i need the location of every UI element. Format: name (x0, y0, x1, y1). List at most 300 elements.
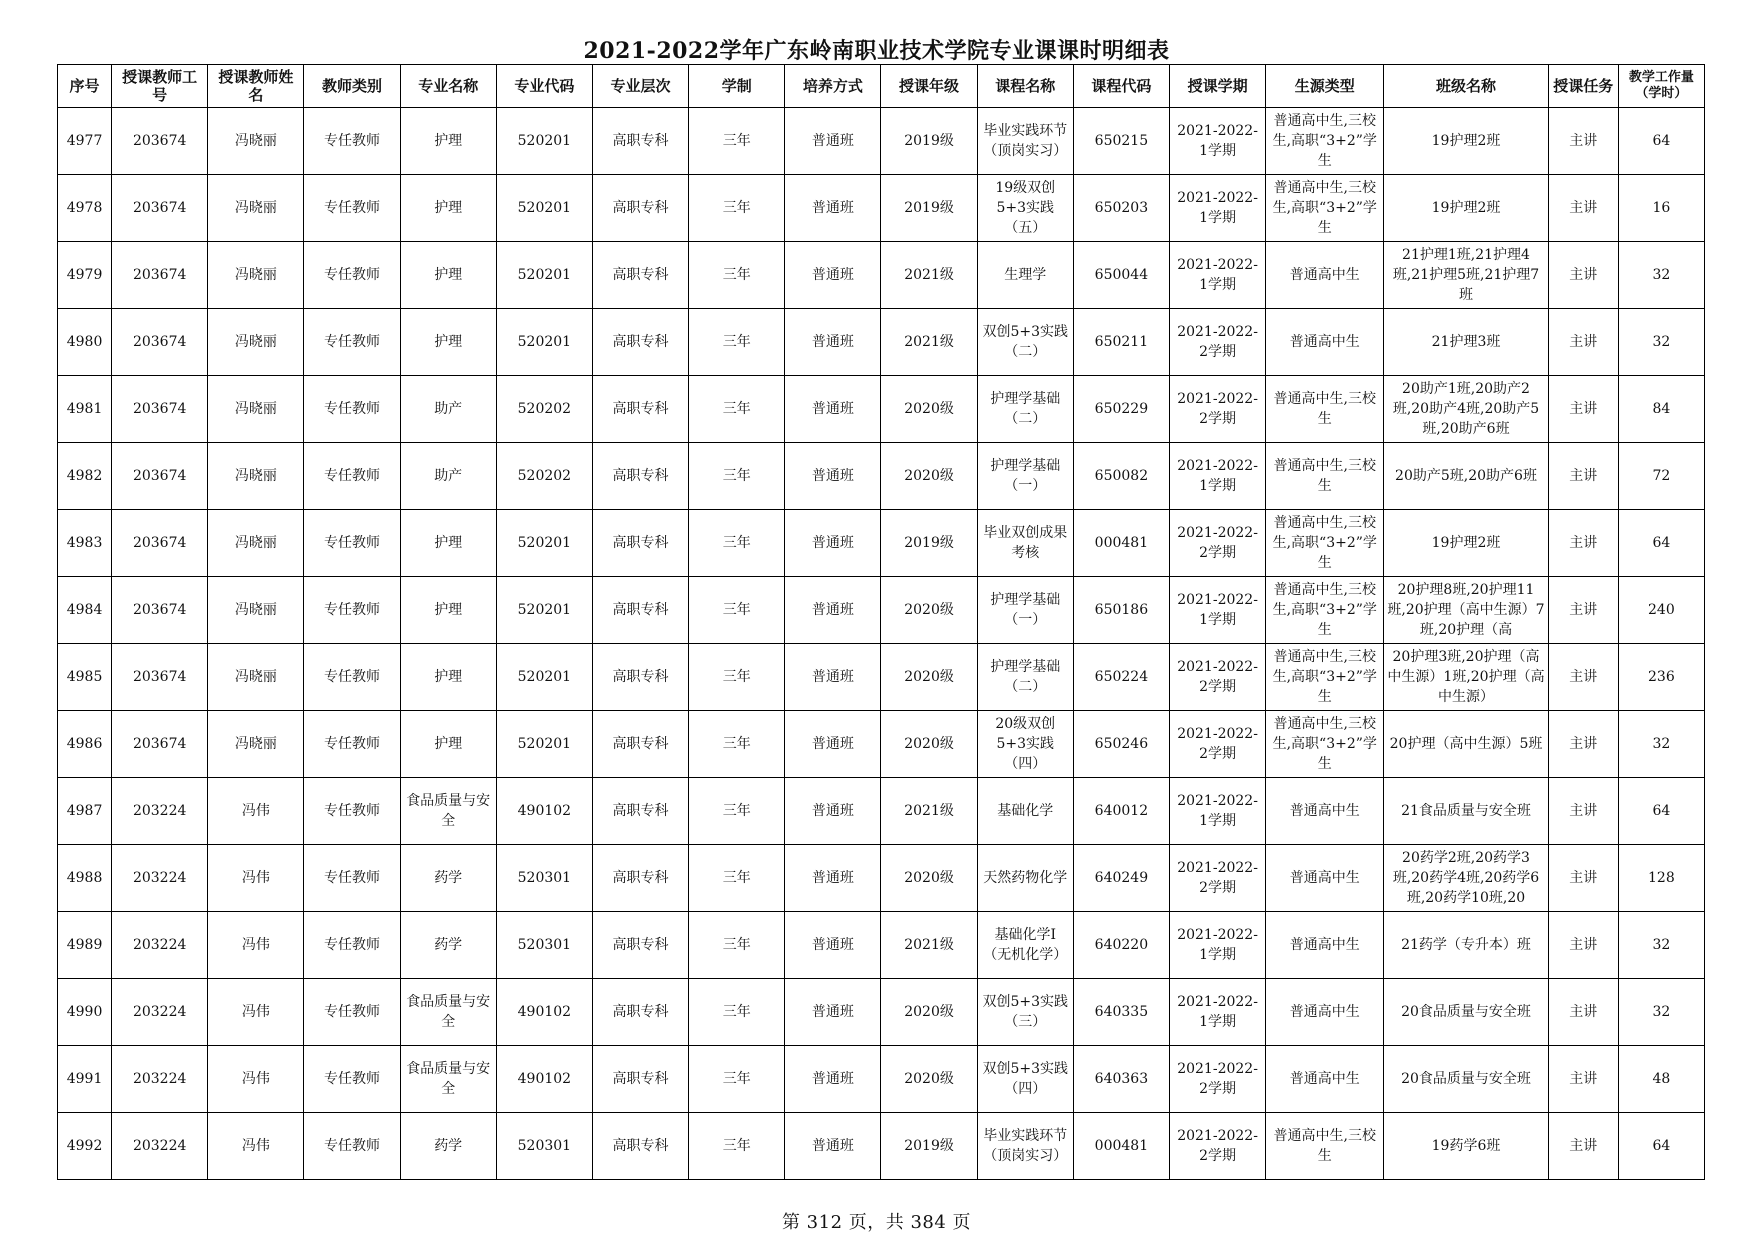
table-cell (1169, 309, 1265, 376)
cell-text: 高职专科 (612, 602, 669, 618)
cell-text: 护理 (434, 334, 463, 350)
table-cell (689, 979, 785, 1046)
table-cell (304, 510, 400, 577)
table-row (58, 1113, 1705, 1180)
table-cell (1169, 979, 1265, 1046)
cell-text: 2021-2022-2学期 (1177, 525, 1258, 561)
table-cell (496, 778, 592, 845)
table-cell (400, 309, 496, 376)
table-cell (592, 912, 688, 979)
table-cell (977, 1046, 1073, 1113)
table-cell (58, 376, 112, 443)
cell-text: 2019级 (904, 133, 954, 149)
table-cell (977, 175, 1073, 242)
table-cell (1548, 309, 1618, 376)
cell-text: 48 (1652, 1071, 1671, 1087)
table-cell (208, 577, 304, 644)
table-cell (1548, 1113, 1618, 1180)
table-cell (58, 912, 112, 979)
cell-text: 000481 (1094, 1138, 1149, 1154)
cell-text: 2021-2022-1学期 (1177, 592, 1258, 628)
table-cell (112, 778, 208, 845)
table-cell (58, 577, 112, 644)
header-cell: 培养方式 (785, 65, 881, 108)
table-cell (1548, 778, 1618, 845)
table-cell (1266, 912, 1384, 979)
cell-text: 主讲 (1569, 535, 1598, 551)
cell-text: 生理学 (1004, 267, 1047, 283)
table-row (58, 912, 1705, 979)
cell-text: 护理 (434, 736, 463, 752)
table-cell (208, 1113, 304, 1180)
cell-text: 2021级 (904, 334, 954, 350)
table-row (58, 979, 1705, 1046)
table-cell (977, 1113, 1073, 1180)
cell-text: 20助产1班,20助产2班,20助产4班,20助产5班,20助产6班 (1392, 381, 1540, 437)
cell-text: 20护理8班,20护理11班,20护理（高中生源）7班,20护理（高 (1387, 582, 1545, 638)
table-cell (400, 577, 496, 644)
table-cell (881, 979, 977, 1046)
cell-text: 2021-2022-1学期 (1177, 994, 1258, 1030)
cell-text: 21食品质量与安全班 (1401, 803, 1531, 819)
cell-text: 650211 (1094, 334, 1149, 350)
table-cell (58, 510, 112, 577)
cell-text: 冯伟 (241, 870, 270, 886)
cell-text: 高职专科 (612, 200, 669, 216)
table-cell (304, 175, 400, 242)
table-cell (112, 912, 208, 979)
cell-text: 2021-2022-1学期 (1177, 793, 1258, 829)
table-cell (689, 1046, 785, 1113)
cell-text: 三年 (722, 334, 751, 350)
cell-text: 203224 (132, 937, 187, 953)
cell-text: 三年 (722, 133, 751, 149)
cell-text: 520201 (517, 133, 572, 149)
table-cell (496, 1046, 592, 1113)
table-cell (496, 1113, 592, 1180)
table-cell (1548, 1046, 1618, 1113)
cell-text: 专任教师 (324, 468, 381, 484)
cell-text: 高职专科 (612, 669, 669, 685)
table-cell (304, 443, 400, 510)
cell-text: 主讲 (1569, 669, 1598, 685)
cell-text: 20护理3班,20护理（高中生源）1班,20护理（高中生源） (1387, 649, 1545, 705)
cell-text: 4987 (66, 803, 103, 819)
cell-text: 520201 (517, 669, 572, 685)
table-row (58, 644, 1705, 711)
table-cell (1266, 577, 1384, 644)
table-cell (1266, 510, 1384, 577)
cell-text: 三年 (722, 937, 751, 953)
cell-text: 普通班 (811, 602, 854, 618)
table-cell (881, 912, 977, 979)
cell-text: 21护理1班,21护理4班,21护理5班,21护理7班 (1392, 247, 1540, 303)
table-cell (1384, 510, 1548, 577)
cell-text: 高职专科 (612, 535, 669, 551)
table-cell (1073, 242, 1169, 309)
cell-text: 普通班 (811, 535, 854, 551)
table-row (58, 510, 1705, 577)
table-cell (1266, 644, 1384, 711)
cell-text: 2021-2022-2学期 (1177, 391, 1258, 427)
cell-text: 21药学（专升本）班 (1401, 937, 1531, 953)
cell-text: 专任教师 (324, 200, 381, 216)
cell-text: 普通班 (811, 133, 854, 149)
cell-text: 高职专科 (612, 736, 669, 752)
cell-text: 普通高中生 (1289, 1004, 1360, 1020)
header-cell: 专业名称 (400, 65, 496, 108)
cell-text: 2020级 (904, 401, 954, 417)
cell-text: 4984 (66, 602, 103, 618)
cell-text: 专任教师 (324, 267, 381, 283)
cell-text: 冯晓丽 (234, 267, 277, 283)
table-cell (112, 108, 208, 175)
cell-text: 专任教师 (324, 602, 381, 618)
table-cell (1169, 845, 1265, 912)
table-cell (304, 778, 400, 845)
table-cell (689, 175, 785, 242)
header-cell: 教学工作量（学时） (1618, 65, 1704, 108)
cell-text: 主讲 (1569, 200, 1598, 216)
table-cell (1266, 242, 1384, 309)
table-cell (1169, 510, 1265, 577)
table-cell (881, 577, 977, 644)
cell-text: 2020级 (904, 1004, 954, 1020)
cell-text: 冯晓丽 (234, 736, 277, 752)
table-cell (689, 510, 785, 577)
table-cell (1618, 309, 1704, 376)
cell-text: 护理 (434, 602, 463, 618)
cell-text: 护理学基础（一） (990, 458, 1061, 494)
table-cell (400, 175, 496, 242)
cell-text: 护理 (434, 669, 463, 685)
table-cell (977, 443, 1073, 510)
cell-text: 毕业实践环节（顶岗实习） (983, 1128, 1068, 1164)
table-cell (304, 644, 400, 711)
table-cell (785, 644, 881, 711)
cell-text: 主讲 (1569, 937, 1598, 953)
cell-text: 490102 (517, 1004, 572, 1020)
cell-text: 203224 (132, 1004, 187, 1020)
cell-text: 000481 (1094, 535, 1149, 551)
cell-text: 普通高中生,三校生 (1273, 1128, 1376, 1164)
cell-text: 650246 (1094, 736, 1149, 752)
table-cell (1384, 376, 1548, 443)
table-cell (1548, 175, 1618, 242)
cell-text: 20助产5班,20助产6班 (1395, 468, 1537, 484)
table-cell (592, 778, 688, 845)
table-cell (208, 309, 304, 376)
cell-text: 高职专科 (612, 803, 669, 819)
cell-text: 冯伟 (241, 1138, 270, 1154)
table-cell (1618, 108, 1704, 175)
table-cell (785, 979, 881, 1046)
cell-text: 专任教师 (324, 1071, 381, 1087)
cell-text: 4981 (66, 401, 103, 417)
table-cell (881, 1046, 977, 1113)
table-cell (592, 376, 688, 443)
cell-text: 2021级 (904, 937, 954, 953)
header-cell: 专业代码 (496, 65, 592, 108)
cell-text: 三年 (722, 267, 751, 283)
cell-text: 三年 (722, 1071, 751, 1087)
table-cell (496, 644, 592, 711)
cell-text: 三年 (722, 669, 751, 685)
table-cell (1266, 376, 1384, 443)
cell-text: 专任教师 (324, 133, 381, 149)
table-cell (304, 1113, 400, 1180)
table-cell (400, 845, 496, 912)
table-cell (785, 711, 881, 778)
table-cell (304, 309, 400, 376)
cell-text: 冯晓丽 (234, 401, 277, 417)
table-cell (785, 175, 881, 242)
table-cell (1548, 443, 1618, 510)
table-cell (58, 309, 112, 376)
cell-text: 高职专科 (612, 1004, 669, 1020)
cell-text: 普通高中生,三校生 (1273, 391, 1376, 427)
table-cell (112, 443, 208, 510)
cell-text: 助产 (434, 468, 463, 484)
cell-text: 普通高中生,三校生,高职“3+2”学生 (1272, 113, 1377, 169)
cell-text: 490102 (517, 1071, 572, 1087)
cell-text: 护理 (434, 133, 463, 149)
table-cell (1073, 1046, 1169, 1113)
table-cell (400, 510, 496, 577)
cell-text: 32 (1652, 334, 1671, 350)
table-cell (112, 711, 208, 778)
cell-text: 三年 (722, 468, 751, 484)
cell-text: 4982 (66, 468, 103, 484)
cell-text: 冯伟 (241, 937, 270, 953)
table-cell (689, 309, 785, 376)
cell-text: 普通高中生,三校生,高职“3+2”学生 (1272, 515, 1377, 571)
cell-text: 2019级 (904, 200, 954, 216)
cell-text: 650229 (1094, 401, 1149, 417)
header-cell: 授课任务 (1548, 65, 1618, 108)
table-cell (400, 711, 496, 778)
cell-text: 主讲 (1569, 1138, 1598, 1154)
cell-text: 4983 (66, 535, 103, 551)
cell-text: 主讲 (1569, 1071, 1598, 1087)
table-body (58, 108, 1705, 1180)
table-cell (1384, 979, 1548, 1046)
table-cell (1073, 778, 1169, 845)
cell-text: 普通班 (811, 870, 854, 886)
cell-text: 19级双创5+3实践（五） (995, 180, 1056, 236)
table-cell (208, 845, 304, 912)
cell-text: 203224 (132, 870, 187, 886)
table-cell (689, 376, 785, 443)
table-cell (208, 376, 304, 443)
cell-text: 520201 (517, 267, 572, 283)
cell-text: 双创5+3实践（二） (982, 324, 1068, 360)
table-cell (1548, 242, 1618, 309)
table-cell (881, 510, 977, 577)
table-cell (208, 108, 304, 175)
table-cell (1266, 979, 1384, 1046)
table-cell (112, 510, 208, 577)
table-cell (1548, 577, 1618, 644)
table-cell (1548, 912, 1618, 979)
table-cell (785, 778, 881, 845)
table-cell (689, 443, 785, 510)
cell-text: 236 (1648, 669, 1675, 685)
cell-text: 640012 (1094, 803, 1149, 819)
table-cell (496, 711, 592, 778)
cell-text: 主讲 (1569, 803, 1598, 819)
cell-text: 4977 (66, 133, 103, 149)
cell-text: 专任教师 (324, 1138, 381, 1154)
cell-text: 普通高中生 (1289, 803, 1360, 819)
cell-text: 主讲 (1569, 133, 1598, 149)
cell-text: 三年 (722, 736, 751, 752)
table-cell (689, 912, 785, 979)
table-cell (400, 644, 496, 711)
table-cell (208, 644, 304, 711)
table-cell (1169, 242, 1265, 309)
cell-text: 2020级 (904, 1071, 954, 1087)
cell-text: 2020级 (904, 602, 954, 618)
cell-text: 双创5+3实践（三） (982, 994, 1068, 1030)
cell-text: 4992 (66, 1138, 103, 1154)
table-cell (1073, 108, 1169, 175)
table-cell (1169, 1113, 1265, 1180)
table-cell (1618, 778, 1704, 845)
table-cell (592, 175, 688, 242)
cell-text: 普通高中生,三校生,高职“3+2”学生 (1272, 582, 1377, 638)
table-cell (1266, 108, 1384, 175)
table-cell (58, 175, 112, 242)
cell-text: 84 (1652, 401, 1671, 417)
table-cell (1266, 175, 1384, 242)
cell-text: 19护理2班 (1431, 200, 1501, 216)
table-cell (977, 108, 1073, 175)
table-cell (496, 242, 592, 309)
cell-text: 冯晓丽 (234, 468, 277, 484)
header-cell: 课程代码 (1073, 65, 1169, 108)
table-cell (208, 912, 304, 979)
table-cell (1073, 1113, 1169, 1180)
table-cell (1169, 644, 1265, 711)
cell-text: 650082 (1094, 468, 1149, 484)
table-cell (1266, 845, 1384, 912)
cell-text: 19护理2班 (1431, 133, 1501, 149)
cell-text: 三年 (722, 1138, 751, 1154)
cell-text: 普通班 (811, 669, 854, 685)
cell-text: 普通高中生 (1289, 1071, 1360, 1087)
table-cell (689, 242, 785, 309)
cell-text: 护理学基础（二） (990, 391, 1061, 427)
table-cell (1618, 1046, 1704, 1113)
cell-text: 4991 (66, 1071, 103, 1087)
cell-text: 20护理（高中生源）5班 (1389, 736, 1543, 752)
table-cell (400, 1113, 496, 1180)
table-header-row (58, 65, 1705, 108)
table-cell (785, 510, 881, 577)
cell-text: 专任教师 (324, 535, 381, 551)
page-title: 2021-2022学年广东岭南职业技术学院专业课课时明细表 (583, 38, 1170, 64)
table-cell (1384, 644, 1548, 711)
table-cell (881, 443, 977, 510)
table-cell (689, 845, 785, 912)
cell-text: 2021-2022-1学期 (1177, 458, 1258, 494)
cell-text: 三年 (722, 535, 751, 551)
header-cell: 课程名称 (977, 65, 1073, 108)
table-row (58, 443, 1705, 510)
cell-text: 64 (1652, 133, 1671, 149)
table-cell (1618, 979, 1704, 1046)
table-cell (1618, 711, 1704, 778)
cell-text: 520301 (517, 1138, 572, 1154)
header-cell: 授课学期 (1169, 65, 1265, 108)
cell-text: 药学 (434, 1138, 463, 1154)
cell-text: 2021-2022-2学期 (1177, 659, 1258, 695)
cell-text: 4990 (66, 1004, 103, 1020)
cell-text: 2021-2022-2学期 (1177, 860, 1258, 896)
cell-text: 203674 (132, 401, 187, 417)
cell-text: 专任教师 (324, 334, 381, 350)
table-cell (1618, 376, 1704, 443)
table-cell (112, 175, 208, 242)
cell-text: 主讲 (1569, 870, 1598, 886)
table-cell (1169, 443, 1265, 510)
table-cell (1073, 845, 1169, 912)
table-cell (208, 711, 304, 778)
table-cell (208, 1046, 304, 1113)
table-cell (785, 309, 881, 376)
table-cell (592, 577, 688, 644)
cell-text: 专任教师 (324, 736, 381, 752)
table-cell (977, 845, 1073, 912)
table-row (58, 577, 1705, 644)
cell-text: 2021-2022-1学期 (1177, 190, 1258, 226)
table-cell (592, 711, 688, 778)
table-cell (1073, 577, 1169, 644)
table-cell (881, 108, 977, 175)
cell-text: 203674 (132, 736, 187, 752)
table-cell (881, 309, 977, 376)
cell-text: 普通高中生,三校生,高职“3+2”学生 (1272, 649, 1377, 705)
cell-text: 食品质量与安全 (406, 793, 491, 829)
table-cell (58, 108, 112, 175)
cell-text: 主讲 (1569, 401, 1598, 417)
table-cell (1073, 175, 1169, 242)
cell-text: 食品质量与安全 (406, 994, 491, 1030)
table-cell (1384, 845, 1548, 912)
cell-text: 普通班 (811, 1138, 854, 1154)
table-cell (304, 1046, 400, 1113)
table-cell (1384, 1113, 1548, 1180)
table-cell (977, 711, 1073, 778)
cell-text: 2021级 (904, 267, 954, 283)
table-cell (1384, 711, 1548, 778)
cell-text: 普通班 (811, 468, 854, 484)
cell-text: 520201 (517, 334, 572, 350)
table-cell (58, 644, 112, 711)
table-cell (592, 510, 688, 577)
table-cell (689, 644, 785, 711)
cell-text: 高职专科 (612, 401, 669, 417)
table-cell (689, 778, 785, 845)
cell-text: 520201 (517, 602, 572, 618)
cell-text: 2021-2022-2学期 (1177, 324, 1258, 360)
cell-text: 冯晓丽 (234, 669, 277, 685)
table-cell (881, 1113, 977, 1180)
table-cell (1073, 510, 1169, 577)
cell-text: 药学 (434, 870, 463, 886)
cell-text: 20药学2班,20药学3班,20药学4班,20药学6班,20药学10班,20 (1392, 850, 1540, 906)
